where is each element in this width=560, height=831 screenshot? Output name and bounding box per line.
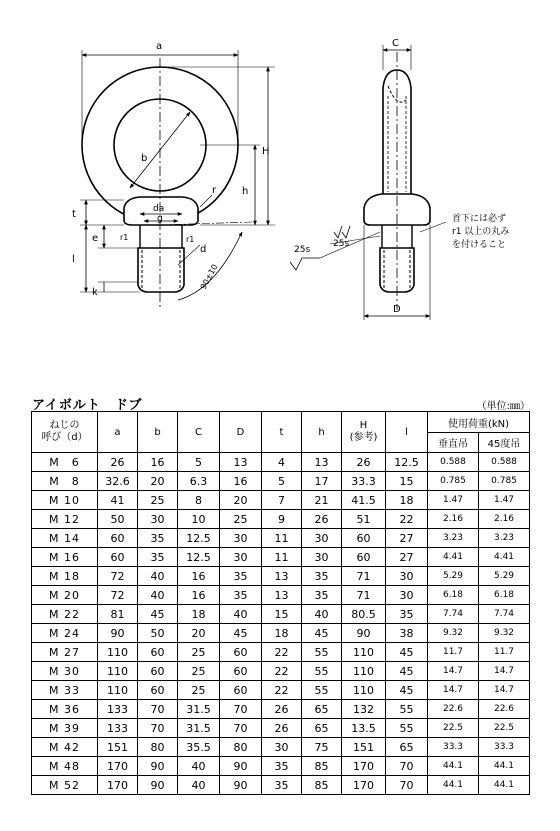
header-l: l — [386, 412, 428, 453]
dimension-cell: 30 — [386, 586, 428, 605]
dimension-cell: 50 — [138, 624, 178, 643]
table-row — [32, 662, 530, 681]
load-cell: 11.7 — [428, 643, 479, 662]
load-cell: 22.6 — [428, 700, 479, 719]
dimension-cell: 60 — [98, 548, 138, 567]
dimension-cell: 38 — [386, 624, 428, 643]
thread-size-cell: M 42 — [32, 738, 98, 757]
header-h: h — [302, 412, 342, 453]
load-cell: 14.7 — [428, 681, 479, 700]
dimension-cell: 90 — [220, 776, 262, 795]
shank — [138, 248, 184, 292]
header-load: 使用荷重(kN) — [428, 412, 530, 433]
table-row — [32, 643, 530, 662]
dimension-cell: 71 — [342, 567, 386, 586]
dimension-cell: 55 — [386, 719, 428, 738]
dimension-cell: 13.5 — [342, 719, 386, 738]
thread-size-cell: M 36 — [32, 700, 98, 719]
angle-label: 90±10 — [198, 262, 220, 291]
table-row — [32, 719, 530, 738]
dimension-cell: 90 — [138, 757, 178, 776]
dimension-cell: 151 — [98, 738, 138, 757]
dimension-cell: 90 — [98, 624, 138, 643]
dim-h-label: h — [242, 186, 249, 197]
dimension-cell: 60 — [342, 529, 386, 548]
dimension-cell: 70 — [138, 700, 178, 719]
load-cell: 6.18 — [479, 586, 530, 605]
dim-k-label: k — [92, 287, 98, 298]
dimension-cell: 35 — [262, 757, 302, 776]
load-cell: 11.7 — [479, 643, 530, 662]
dimension-cell: 70 — [386, 776, 428, 795]
dimension-cell: 110 — [98, 643, 138, 662]
load-cell: 22.5 — [428, 719, 479, 738]
header-H: H (参考) — [342, 412, 386, 453]
dimension-cell: 72 — [98, 567, 138, 586]
load-cell: 0.785 — [428, 472, 479, 491]
dimension-cell: 110 — [98, 681, 138, 700]
dimension-cell: 30 — [386, 567, 428, 586]
dimension-cell: 133 — [98, 719, 138, 738]
dimension-cell: 85 — [302, 776, 342, 795]
load-cell: 7.74 — [479, 605, 530, 624]
dimension-cell: 15 — [262, 605, 302, 624]
thread-size-cell: M 27 — [32, 643, 98, 662]
dim-r1-label: r1 — [120, 233, 129, 242]
thread-size-cell: M 30 — [32, 662, 98, 681]
thread-size-cell: M 33 — [32, 681, 98, 700]
load-cell: 0.588 — [479, 453, 530, 472]
load-cell: 14.7 — [479, 681, 530, 700]
dimension-cell: 5 — [262, 472, 302, 491]
dimension-cell: 30 — [302, 529, 342, 548]
dimension-cell: 17 — [302, 472, 342, 491]
dimension-cell: 40 — [138, 586, 178, 605]
table-row — [32, 586, 530, 605]
load-cell: 0.588 — [428, 453, 479, 472]
dimension-cell: 5 — [178, 453, 220, 472]
load-cell: 0.785 — [479, 472, 530, 491]
dimension-cell: 60 — [138, 643, 178, 662]
dim-e-label: e — [92, 233, 99, 244]
dimension-cell: 25 — [178, 681, 220, 700]
dimension-cell: 35 — [386, 605, 428, 624]
load-cell: 2.16 — [428, 510, 479, 529]
dimension-cell: 80 — [138, 738, 178, 757]
dimension-cell: 16 — [138, 453, 178, 472]
dimension-cell: 55 — [302, 643, 342, 662]
dimension-cell: 151 — [342, 738, 386, 757]
dim-H-label: H — [262, 146, 270, 157]
dimension-cell: 35 — [220, 586, 262, 605]
load-cell: 2.16 — [479, 510, 530, 529]
dimension-cell: 25 — [178, 643, 220, 662]
dimension-cell: 12.5 — [178, 548, 220, 567]
dimension-cell: 32.6 — [98, 472, 138, 491]
load-cell: 44.1 — [428, 757, 479, 776]
dimension-cell: 45 — [386, 662, 428, 681]
dimension-cell: 16 — [178, 586, 220, 605]
dimension-cell: 13 — [262, 567, 302, 586]
table-row — [32, 681, 530, 700]
dimension-cell: 70 — [220, 700, 262, 719]
table-row — [32, 700, 530, 719]
dimension-cell: 110 — [98, 662, 138, 681]
thread-size-cell: M 22 — [32, 605, 98, 624]
dimension-cell: 20 — [220, 491, 262, 510]
dimension-cell: 8 — [178, 491, 220, 510]
dimension-cell: 60 — [220, 662, 262, 681]
dimension-cell: 30 — [220, 529, 262, 548]
dimension-cell: 65 — [302, 719, 342, 738]
load-cell: 44.1 — [479, 757, 530, 776]
dimension-cell: 132 — [342, 700, 386, 719]
dimension-cell: 40 — [138, 567, 178, 586]
dimension-cell: 27 — [386, 529, 428, 548]
dim-da-label: da — [153, 204, 165, 214]
dimension-cell: 90 — [342, 624, 386, 643]
thread-size-cell: M 6 — [32, 453, 98, 472]
dim-D-label: D — [393, 304, 401, 315]
dimension-cell: 11 — [262, 529, 302, 548]
dimension-cell: 26 — [342, 453, 386, 472]
dimension-cell: 16 — [178, 567, 220, 586]
table-row — [32, 491, 530, 510]
dimension-cell: 51 — [342, 510, 386, 529]
note-line-1: 首下には必ず — [452, 214, 507, 224]
dimension-cell: 26 — [262, 719, 302, 738]
dim-g-label: g — [157, 214, 163, 224]
dimension-cell: 72 — [98, 586, 138, 605]
dimension-cell: 133 — [98, 700, 138, 719]
finish-1-label: 25s — [294, 245, 311, 255]
dimension-cell: 25 — [138, 491, 178, 510]
dimension-cell: 13 — [220, 453, 262, 472]
dimension-cell: 55 — [386, 700, 428, 719]
load-cell: 5.29 — [479, 567, 530, 586]
dimension-cell: 170 — [98, 776, 138, 795]
load-cell: 14.7 — [428, 662, 479, 681]
load-cell: 5.29 — [428, 567, 479, 586]
table-row — [32, 605, 530, 624]
dimension-cell: 11 — [262, 548, 302, 567]
dim-r1b-label: r1 — [186, 235, 195, 244]
dimension-cell: 27 — [386, 548, 428, 567]
load-cell: 44.1 — [479, 776, 530, 795]
dim-a-label: a — [156, 41, 163, 52]
dimension-cell: 90 — [138, 776, 178, 795]
dimension-cell: 65 — [302, 700, 342, 719]
dimension-cell: 40 — [178, 757, 220, 776]
dimension-cell: 75 — [302, 738, 342, 757]
dimension-cell: 15 — [386, 472, 428, 491]
header-C: C — [178, 412, 220, 453]
thread-size-cell: M 16 — [32, 548, 98, 567]
dimension-cell: 110 — [342, 643, 386, 662]
dimension-cell: 21 — [302, 491, 342, 510]
dimension-cell: 6.3 — [178, 472, 220, 491]
dimension-cell: 35.5 — [178, 738, 220, 757]
dim-C-label: C — [392, 38, 399, 49]
load-cell: 9.32 — [428, 624, 479, 643]
table-row — [32, 738, 530, 757]
dimension-cell: 45 — [138, 605, 178, 624]
dimension-cell: 45 — [302, 624, 342, 643]
load-cell: 6.18 — [428, 586, 479, 605]
dimension-cell: 110 — [342, 681, 386, 700]
dimension-cell: 10 — [178, 510, 220, 529]
dimension-cell: 110 — [342, 662, 386, 681]
dimension-cell: 70 — [386, 757, 428, 776]
finish-2-label: 25s — [333, 239, 350, 249]
dimension-cell: 81 — [98, 605, 138, 624]
load-cell: 1.47 — [428, 491, 479, 510]
load-cell: 14.7 — [479, 662, 530, 681]
thread-size-cell: M 14 — [32, 529, 98, 548]
spec-table — [31, 411, 530, 795]
thread-size-cell: M 8 — [32, 472, 98, 491]
thread-size-cell: M 48 — [32, 757, 98, 776]
dimension-cell: 35 — [262, 776, 302, 795]
note-line-3: を付けること — [452, 240, 507, 250]
load-cell: 33.3 — [428, 738, 479, 757]
dimension-cell: 33.3 — [342, 472, 386, 491]
dimension-cell: 40 — [302, 605, 342, 624]
dimension-cell: 22 — [262, 643, 302, 662]
dimension-cell: 26 — [262, 700, 302, 719]
dimension-cell: 20 — [138, 472, 178, 491]
header-D: D — [220, 412, 262, 453]
note-line-2: r1 以上の丸み — [452, 227, 510, 237]
thread-size-cell: M 12 — [32, 510, 98, 529]
dim-r-label: r — [212, 185, 217, 196]
dim-d-label: d — [200, 244, 207, 255]
dimension-cell: 35 — [302, 586, 342, 605]
dimension-cell: 35 — [138, 548, 178, 567]
dimension-cell: 18 — [262, 624, 302, 643]
dimension-cell: 50 — [98, 510, 138, 529]
load-cell: 4.41 — [428, 548, 479, 567]
load-cell: 22.6 — [479, 700, 530, 719]
dimension-cell: 45 — [386, 643, 428, 662]
header-vertical: 垂直吊 — [428, 433, 479, 453]
table-row — [32, 757, 530, 776]
header-45deg: 45度吊 — [479, 433, 530, 453]
thread-size-cell: M 24 — [32, 624, 98, 643]
dimension-cell: 35 — [138, 529, 178, 548]
thread-size-cell: M 10 — [32, 491, 98, 510]
table-row — [32, 776, 530, 795]
dimension-cell: 31.5 — [178, 700, 220, 719]
load-cell: 1.47 — [479, 491, 530, 510]
header-a: a — [98, 412, 138, 453]
dimension-cell: 35 — [302, 567, 342, 586]
dimension-cell: 60 — [138, 681, 178, 700]
dimension-cell: 60 — [98, 529, 138, 548]
dimension-cell: 18 — [386, 491, 428, 510]
dimension-cell: 41.5 — [342, 491, 386, 510]
table-row — [32, 567, 530, 586]
dimension-cell: 26 — [98, 453, 138, 472]
dimension-cell: 60 — [342, 548, 386, 567]
table-row — [32, 472, 530, 491]
dimension-cell: 30 — [138, 510, 178, 529]
table-row — [32, 453, 530, 472]
dimension-cell: 45 — [386, 681, 428, 700]
dimension-cell: 31.5 — [178, 719, 220, 738]
header-t: t — [262, 412, 302, 453]
dim-t-label: t — [72, 209, 76, 220]
dimension-cell: 25 — [220, 510, 262, 529]
load-cell: 3.23 — [428, 529, 479, 548]
dimension-cell: 30 — [302, 548, 342, 567]
dimension-cell: 4 — [262, 453, 302, 472]
header-thread: ねじの 呼び（d） — [32, 412, 98, 453]
dimension-cell: 40 — [178, 776, 220, 795]
dimension-cell: 16 — [220, 472, 262, 491]
dimension-cell: 45 — [220, 624, 262, 643]
dimension-cell: 85 — [302, 757, 342, 776]
load-cell: 44.1 — [428, 776, 479, 795]
dimension-cell: 25 — [178, 662, 220, 681]
dimension-cell: 170 — [342, 776, 386, 795]
dimension-cell: 22 — [262, 681, 302, 700]
dimension-cell: 22 — [386, 510, 428, 529]
dimension-cell: 170 — [98, 757, 138, 776]
load-cell: 9.32 — [479, 624, 530, 643]
thread-size-cell: M 18 — [32, 567, 98, 586]
header-b: b — [138, 412, 178, 453]
dimension-cell: 41 — [98, 491, 138, 510]
dimension-cell: 22 — [262, 662, 302, 681]
table-title: アイボルト ドブ — [32, 398, 143, 413]
unit-label: （単位:㎜） — [476, 401, 530, 412]
dimension-cell: 55 — [302, 662, 342, 681]
table-row — [32, 548, 530, 567]
table-row — [32, 624, 530, 643]
thread-size-cell: M 52 — [32, 776, 98, 795]
dimension-cell: 13 — [262, 586, 302, 605]
dimension-cell: 55 — [302, 681, 342, 700]
dimension-cell: 170 — [342, 757, 386, 776]
dimension-cell: 60 — [138, 662, 178, 681]
load-cell: 33.3 — [479, 738, 530, 757]
dimension-cell: 90 — [220, 757, 262, 776]
dimension-cell: 70 — [138, 719, 178, 738]
dimension-cell: 65 — [386, 738, 428, 757]
table-row — [32, 529, 530, 548]
dimension-cell: 18 — [178, 605, 220, 624]
load-cell: 3.23 — [479, 529, 530, 548]
eye-bolt-drawing — [0, 0, 560, 330]
dimension-cell: 35 — [220, 567, 262, 586]
dimension-cell: 40 — [220, 605, 262, 624]
load-cell: 4.41 — [479, 548, 530, 567]
dimension-cell: 12.5 — [386, 453, 428, 472]
dimension-cell: 71 — [342, 586, 386, 605]
dimension-cell: 30 — [220, 548, 262, 567]
dimension-cell: 20 — [178, 624, 220, 643]
dim-b-label: b — [141, 153, 148, 164]
dimension-cell: 26 — [302, 510, 342, 529]
thread-size-cell: M 39 — [32, 719, 98, 738]
load-cell: 22.5 — [479, 719, 530, 738]
dimension-cell: 9 — [262, 510, 302, 529]
thread-size-cell: M 20 — [32, 586, 98, 605]
dimension-cell: 80.5 — [342, 605, 386, 624]
dimension-cell: 30 — [262, 738, 302, 757]
table-row — [32, 510, 530, 529]
dimension-cell: 7 — [262, 491, 302, 510]
dimension-cell: 60 — [220, 643, 262, 662]
dimension-cell: 70 — [220, 719, 262, 738]
dimension-cell: 12.5 — [178, 529, 220, 548]
dimension-cell: 60 — [220, 681, 262, 700]
dim-l-label: l — [72, 254, 75, 265]
dimension-cell: 13 — [302, 453, 342, 472]
dimension-cell: 80 — [220, 738, 262, 757]
load-cell: 7.74 — [428, 605, 479, 624]
